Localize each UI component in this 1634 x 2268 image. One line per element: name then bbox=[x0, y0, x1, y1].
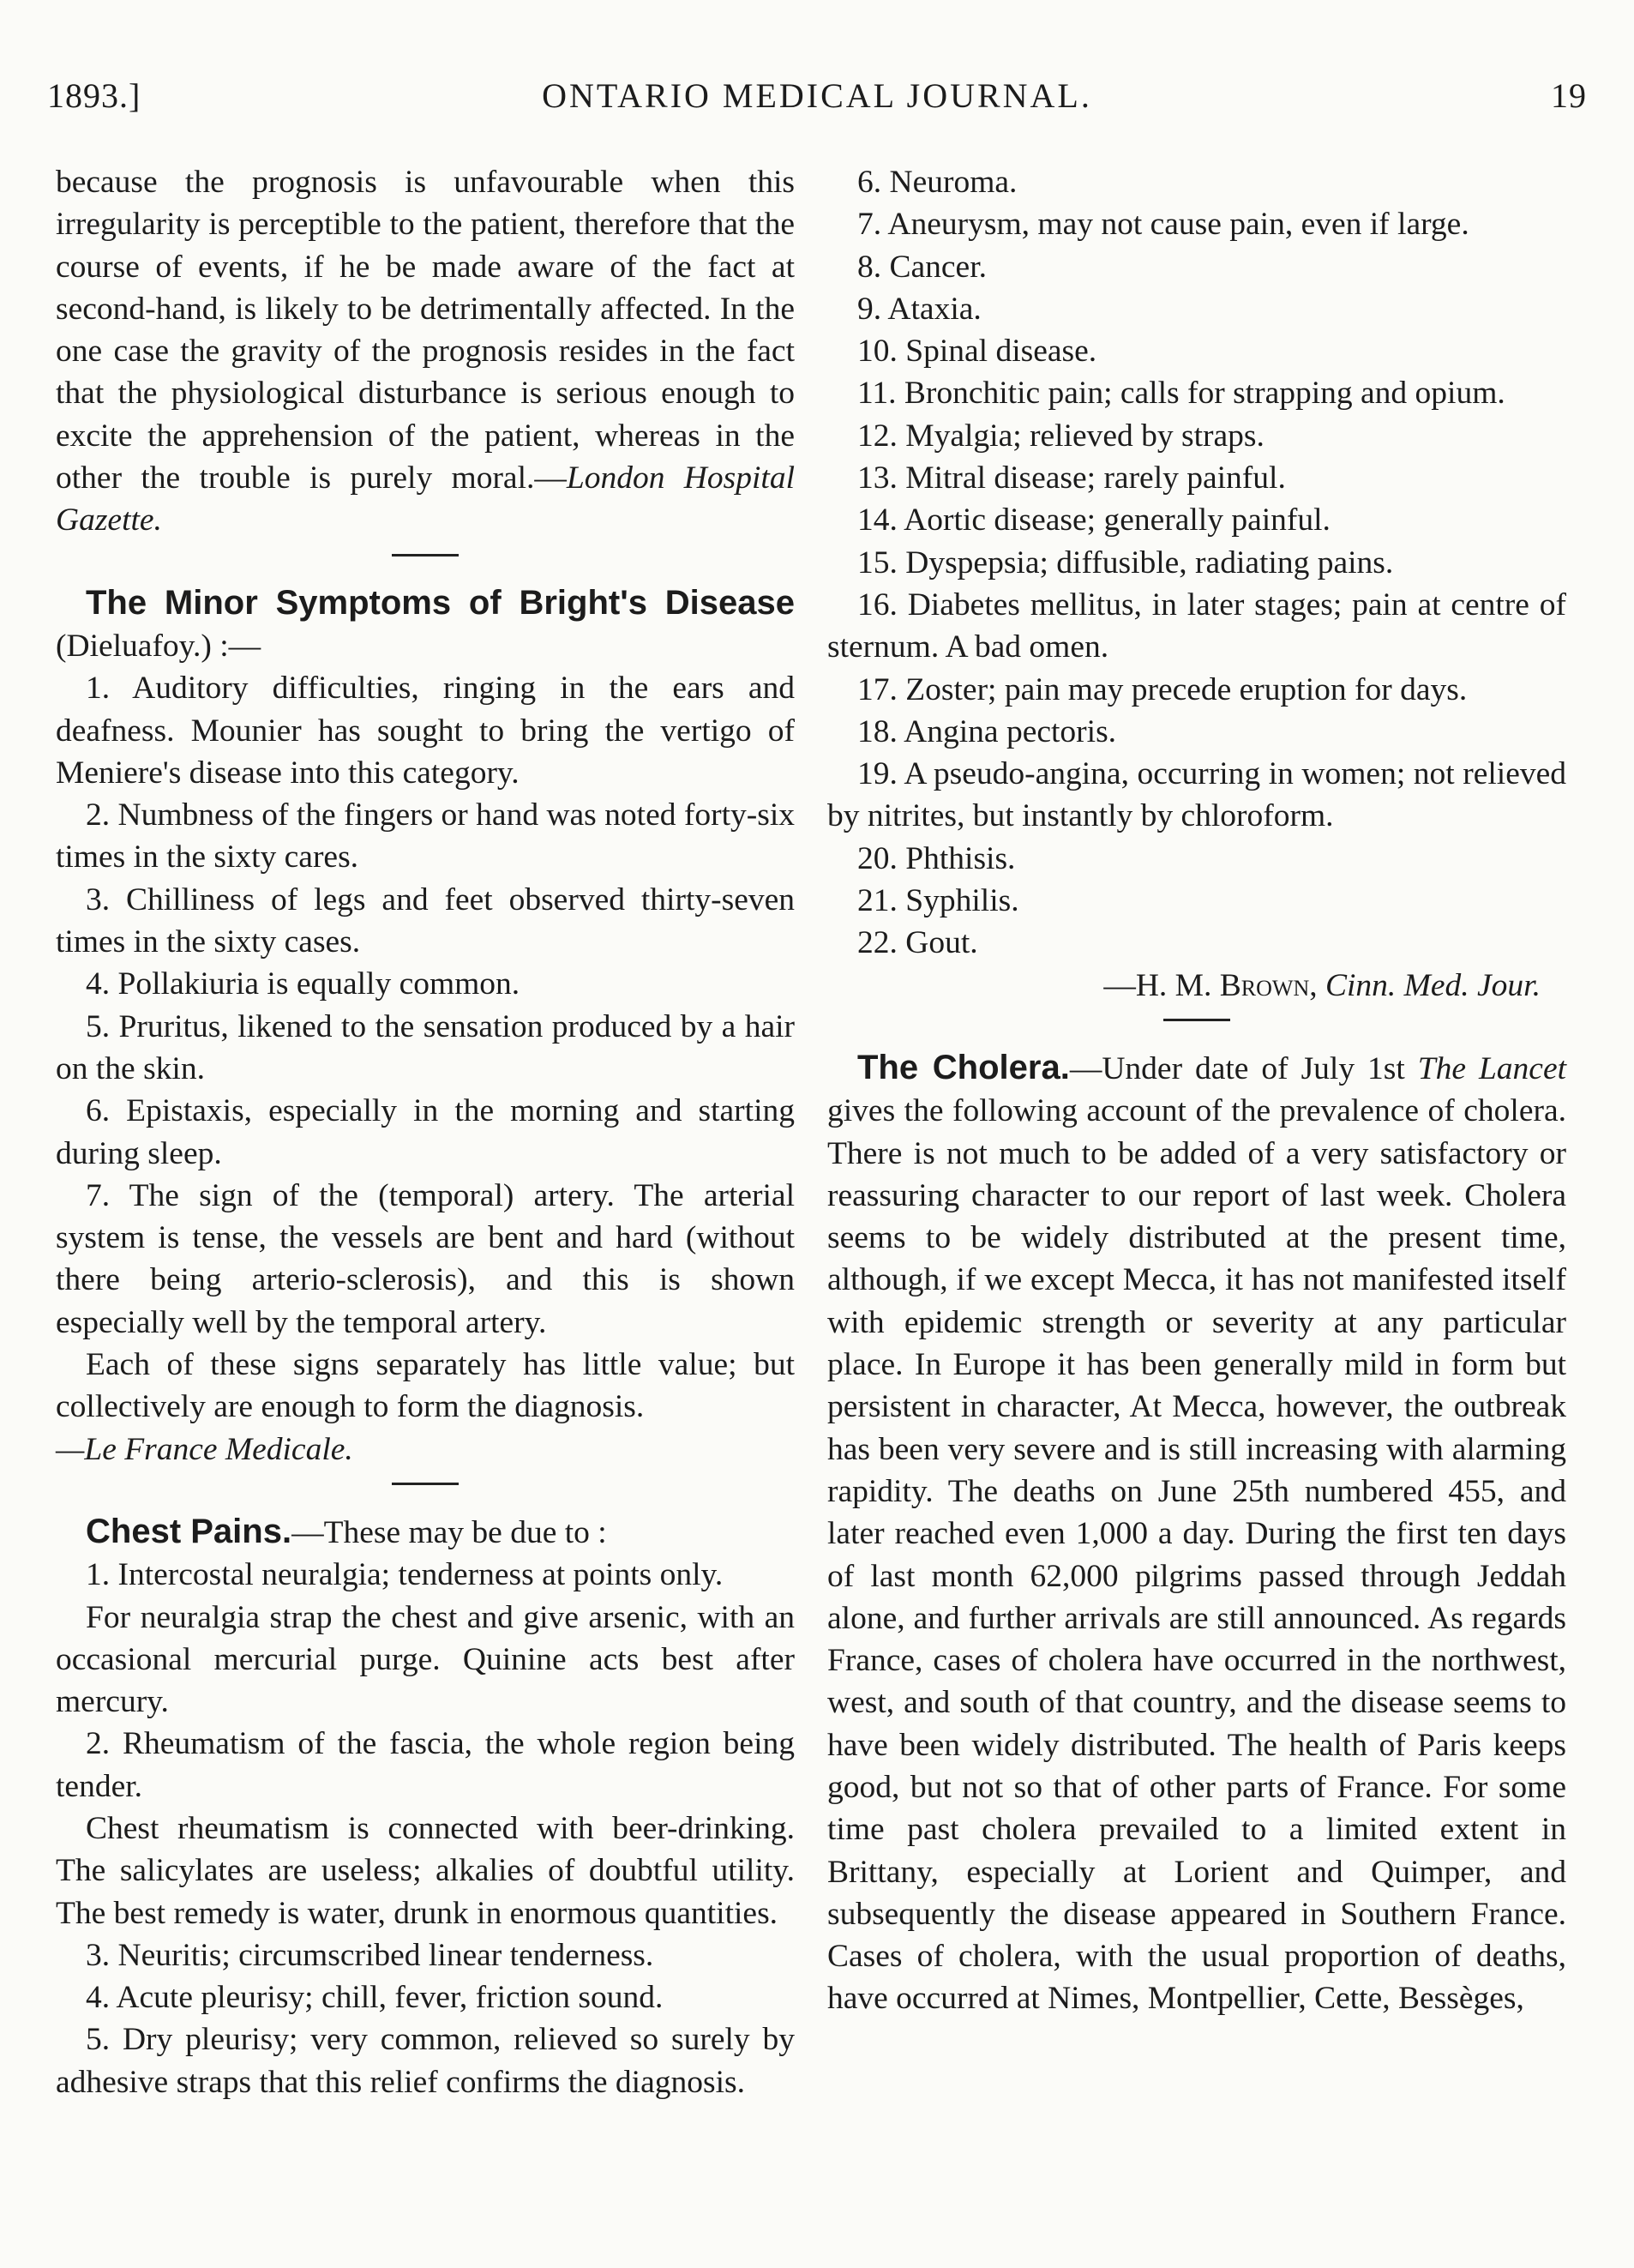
chest-paragraph: 5. Dry pleurisy; very common, relieved so surely by adhesive straps that this relief confirms the diagnosis. bbox=[56, 2022, 795, 2100]
chest-paragraph: 2. Rheumatism of the fascia, the whole region being tender. bbox=[56, 1726, 795, 1804]
chest-list-item: 6. Neuroma. bbox=[857, 165, 1018, 200]
header-year: 1893.] bbox=[47, 76, 141, 115]
brights-item: 3. Chilliness of legs and feet observed thirty-seven times in the sixty cases. bbox=[56, 881, 795, 960]
chest-intro: —These may be due to : bbox=[291, 1514, 607, 1550]
chest-list-item: 19. A pseudo-angina, occurring in women; not relieved by nitrites, but instantly by chloroform. bbox=[827, 756, 1566, 834]
chest-paragraph: 4. Acute pleurisy; chill, fever, friction sound. bbox=[86, 1980, 664, 2016]
article-byline bbox=[827, 965, 1566, 1007]
chest-list-item: 16. Diabetes mellitus, in later stages; pain at centre of sternum. A bad omen. bbox=[827, 587, 1566, 665]
chest-list-item: 11. Bronchitic pain; calls for strapping and opium. bbox=[857, 376, 1505, 412]
chest-list-item: 8. Cancer. bbox=[857, 249, 987, 285]
intro-text: because the prognosis is unfavourable when this irregularity is perceptible to the patient, therefore that the course of events, if he be made aware of the fact at second-hand, is likely to be detrimentally affected. In the one case the gravity of the prognosis resides in the fact that the physiological disturbance is serious enough to excite the apprehension of the patient, whereas in the other the trouble is purely moral. bbox=[56, 165, 795, 496]
chest-list-item: 20. Phthisis. bbox=[857, 840, 1016, 876]
chest-list-item: 18. Angina pectoris. bbox=[857, 713, 1117, 749]
right-column bbox=[827, 161, 1566, 2020]
journal-title: ONTARIO MEDICAL JOURNAL. bbox=[542, 76, 1092, 115]
brights-source-line bbox=[56, 1429, 795, 1471]
intro-source: London Hospital Gazette. bbox=[56, 460, 795, 538]
chest-list-item: 9. Ataxia. bbox=[857, 291, 982, 327]
brights-summary: Each of these signs separately has little value; but collectively are enough to form the diagnosis. bbox=[56, 1347, 795, 1425]
chest-list-item: 7. Aneurysm, may not cause pain, even if large. bbox=[857, 207, 1469, 243]
chest-paragraph: 3. Neuritis; circumscribed linear tenderness. bbox=[86, 1937, 654, 1973]
brights-title: The Minor Symptoms of Bright's Disease bbox=[86, 583, 795, 622]
chest-paragraph: Chest rheumatism is connected with beer-drinking. The salicylates are useless; alkalies of doubtful utility. The best remedy is water, drunk in enormous quantities. bbox=[56, 1810, 795, 1931]
brights-heading bbox=[56, 582, 795, 668]
brights-item: 2. Numbness of the fingers or hand was noted forty-six times in the sixty cares. bbox=[56, 797, 795, 875]
section-divider bbox=[1163, 1019, 1230, 1021]
section-divider bbox=[392, 1483, 459, 1485]
lancet-title: The Lancet bbox=[1417, 1050, 1567, 1086]
left-column bbox=[56, 161, 795, 2103]
chest-list-item: 10. Spinal disease. bbox=[857, 334, 1097, 370]
chest-list-item: 13. Mitral disease; rarely painful. bbox=[857, 460, 1286, 496]
brights-attribution: (Dieluafoy.) :— bbox=[56, 628, 261, 664]
chest-list-item: 15. Dyspepsia; diffusible, radiating pains. bbox=[857, 544, 1394, 581]
cholera-body: gives the following account of the prevalence of cholera. There is not much to be added of a very satisfactory or reassuring character to our report of last week. Cholera seems to be widely distributed at the present time, although, if we except Mecca, it has not manifested itself with epidemic strength or severity at any particular place. In Europe it has been generally mild in form but persistent in character, At Mecca, however, the outbreak has been very severe and is still increasing with alarming rapidity. The deaths on June 25th numbered 455, and later reached even 1,000 a day. During the first ten days of last month 62,000 pilgrims passed through Jeddah alone, and further arrivals are still announced. As regards France, cases of cholera have occurred in the northwest, west, and south of that country, and the disease seems to have been widely distributed. The health of Paris keeps good, but not so that of other parts of France. For some time past cholera prevailed to a limited extent in Brittany, especially at Lorient and Quimper, and subsequently the disease appeared in Southern France. Cases of cholera, with the usual proportion of deaths, have occurred at Nimes, Montpellier, Cette, Bessèges, bbox=[827, 1093, 1566, 2017]
chest-list-item: 17. Zoster; pain may precede eruption for days. bbox=[857, 671, 1468, 707]
running-head bbox=[47, 75, 1587, 127]
chest-list-item: 14. Aortic disease; generally painful. bbox=[857, 502, 1331, 538]
page-number: 19 bbox=[1551, 76, 1587, 115]
cholera-paragraph bbox=[827, 1047, 1566, 2020]
cholera-lead: —Under date of July 1st bbox=[1069, 1050, 1405, 1086]
brights-item: 7. The sign of the (temporal) artery. The arterial system is tense, the vessels are bent and hard (without there being arterio-sclerosis), and this is shown especially well by the temporal artery. bbox=[56, 1177, 795, 1340]
chest-paragraph: 1. Intercostal neuralgia; tenderness at points only. bbox=[86, 1557, 724, 1593]
brights-item: 6. Epistaxis, especially in the morning and starting during sleep. bbox=[56, 1093, 795, 1171]
brights-item: 1. Auditory difficulties, ringing in the ears and deafness. Mounier has sought to bring the vertigo of Meniere's disease into this category. bbox=[56, 671, 795, 791]
section-divider bbox=[392, 554, 459, 556]
byline-source: Cinn. Med. Jour. bbox=[1325, 967, 1541, 1003]
chest-paragraph: For neuralgia strap the chest and give arsenic, with an occasional mercurial purge. Quinine acts best after mercury. bbox=[56, 1599, 795, 1720]
cholera-title: The Cholera. bbox=[857, 1048, 1070, 1086]
brights-item: 5. Pruritus, likened to the sensation produced by a hair on the skin. bbox=[56, 1008, 795, 1086]
byline-author: —H. M. Brown, bbox=[1103, 967, 1318, 1003]
brights-source: —Le France Medicale. bbox=[56, 1431, 353, 1467]
intro-paragraph: because the prognosis is unfavourable when this irregularity is perceptible to the patient, therefore that the course of events, if he be made aware of the fact at second-hand, is likely to be detrimentally affected. In the one case the gravity of the prognosis resides in the fact that the physiological disturbance is serious enough to excite the apprehension of the patient, whereas in the other the trouble is purely moral.—London Hospital Gazette. bbox=[56, 165, 795, 538]
chest-list-item: 22. Gout. bbox=[857, 925, 978, 961]
brights-item: 4. Pollakiuria is equally common. bbox=[86, 966, 520, 1002]
chest-heading bbox=[56, 1511, 795, 1554]
chest-list-item: 12. Myalgia; relieved by straps. bbox=[857, 418, 1265, 454]
chest-list-item: 21. Syphilis. bbox=[857, 883, 1019, 919]
chest-title: Chest Pains. bbox=[86, 1512, 292, 1550]
